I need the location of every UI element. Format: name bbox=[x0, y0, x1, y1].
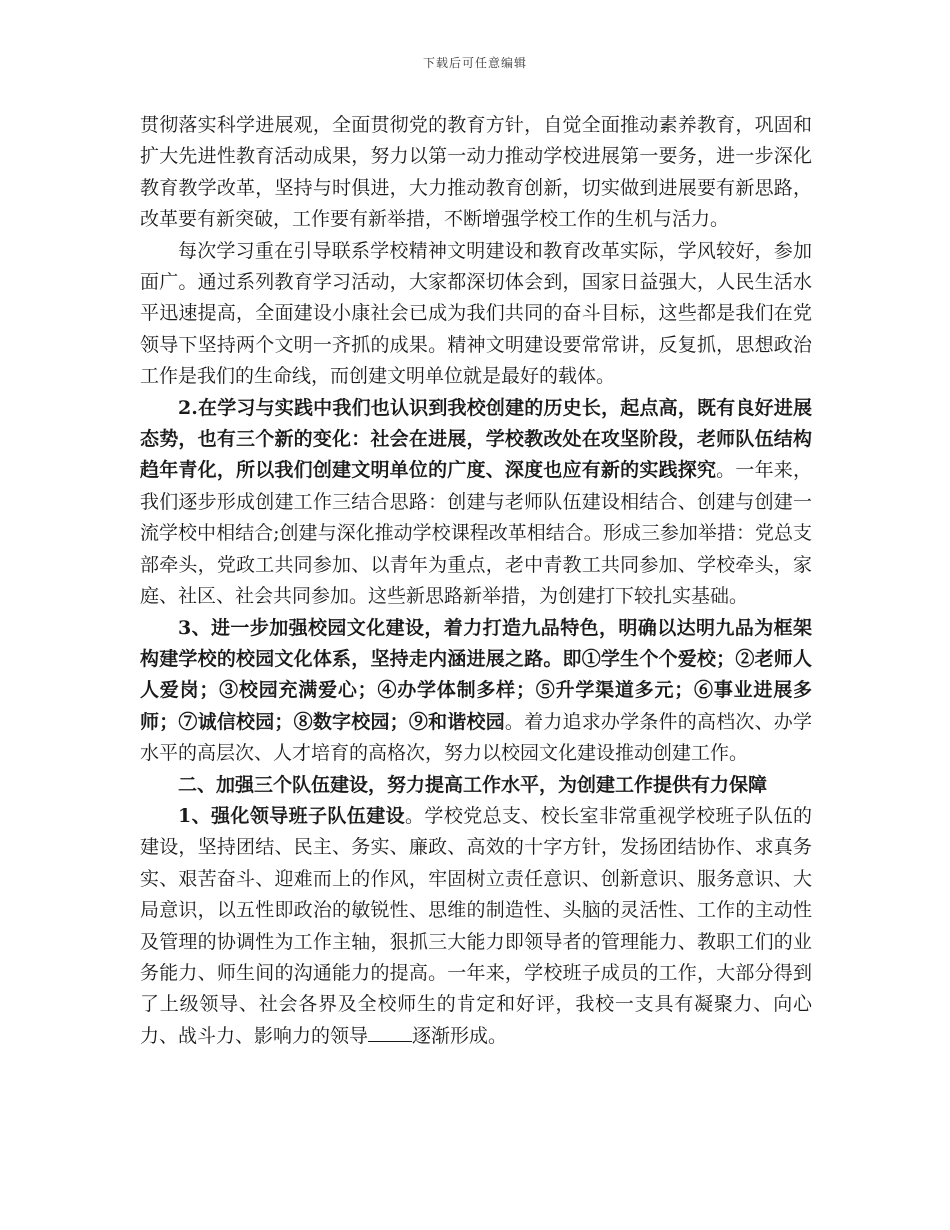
paragraph-point-2-lead: 2.在学习与实践中我们也认识到我校创建的历史长，起点高，既有良好进展态势，也有三个新的变化：社会在进展，学校教改处在攻坚阶段，老师队伍结构趋年青化，所以我们创建文明单位的广度、深度也应有新的实践探究 bbox=[140, 396, 812, 482]
paragraph-point-3 bbox=[140, 613, 812, 770]
paragraph-leadership-lead: 1、强化领导班子队伍建设 bbox=[178, 804, 406, 827]
paragraph-point-3-lead: 3、进一步加强校园文化建设，着力打造九品特色，明确以达明九品为框架构建学校的校园文化体系，坚持走内涵进展之路。即①学生个个爱校；②老师人人爱岗；③校园充满爱心；④办学体制多样；⑤升学渠道多元；⑥事业进展多师；⑦诚信校园；⑧数字校园；⑨和谐校园 bbox=[140, 616, 812, 733]
paragraph-point-3-body: 。着力追求办学条件的高档次、办学水平的高层次、人才培育的高格次，努力以校园文化建设推动创建工作。 bbox=[140, 710, 812, 765]
fill-in-blank bbox=[368, 1023, 412, 1042]
paragraph-study: 每次学习重在引导联系学校精神文明建设和教育改革实际，学风较好，参加面广。通过系列教育学习活动，大家都深切体会到，国家日益强大，人民生活水平迅速提高，全面建设小康社会已成为我们共同的奋斗目标，这些都是我们在党领导下坚持两个文明一齐抓的成果。精神文明建设要常常讲，反复抓，思想政治工作是我们的生命线，而创建文明单位就是最好的载体。 bbox=[140, 239, 812, 388]
paragraph-leadership bbox=[140, 801, 812, 1052]
paragraph-leadership-body: 。学校党总支、校长室非常重视学校班子队伍的建设，坚持团结、民主、务实、廉政、高效的十字方针，发扬团结协作、求真务实、艰苦奋斗、迎难而上的作风，牢固树立责任意识、创新意识、服务意识、大局意识，以五性即政治的敏锐性、思维的制造性、头脑的灵活性、工作的主动性及管理的协调性为工作主轴，狠抓三大能力即领导者的管理能力、教职工们的业务能力、师生间的沟通能力的提高。一年来，学校班子成员的工作，大部分得到了上级领导、社会各界及全校师生的肯定和好评，我校一支具有凝聚力、向心力、战斗力、影响力的领导 bbox=[140, 804, 812, 1047]
paragraph-point-2 bbox=[140, 393, 812, 613]
document-body bbox=[140, 110, 812, 1052]
section-heading-two: 二、加强三个队伍建设，努力提高工作水平，为创建工作提供有力保障 bbox=[178, 773, 768, 796]
paragraph-point-2-body: 。一年来，我们逐步形成创建工作三结合思路：创建与老师队伍建设相结合、创建与创建一流学校中相结合;创建与深化推动学校课程改革相结合。形成三参加举措：党总支部牵头，党政工共同参加、以青年为重点，老中青教工共同参加、学校牵头，家庭、社区、社会共同参加。这些新思路新举措，为创建打下较扎实基础。 bbox=[140, 459, 812, 608]
page-header: 下载后可任意编辑 bbox=[422, 56, 527, 70]
paragraph-continuation: 贯彻落实科学进展观，全面贯彻党的教育方针，自觉全面推动素养教育，巩固和扩大先进性教育活动成果，努力以第一动力推动学校进展第一要务，进一步深化教育教学改革，坚持与时俱进，大力推动教育创新，切实做到进展要有新思路，改革要有新突破，工作要有新举措，不断增强学校工作的生机与活力。 bbox=[140, 114, 812, 231]
paragraph-leadership-tail: 逐渐形成。 bbox=[412, 1024, 508, 1047]
